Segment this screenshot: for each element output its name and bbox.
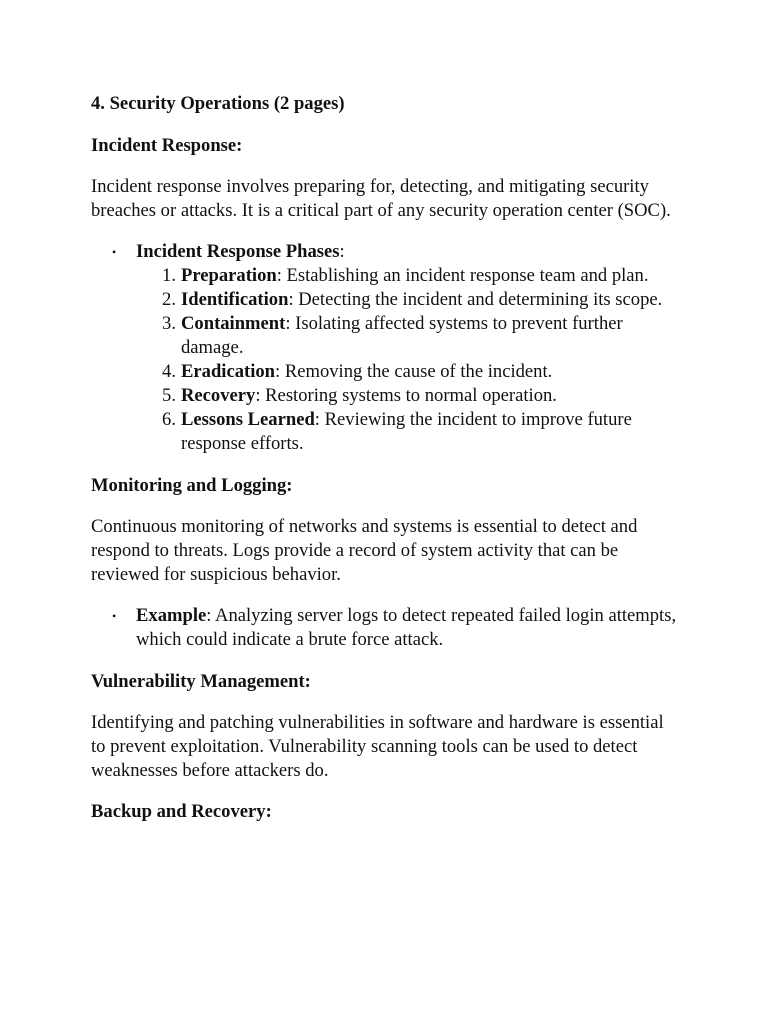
phases-list [136, 264, 681, 456]
phase-item [136, 312, 681, 360]
phase-item [136, 360, 681, 384]
example-description: : Analyzing server logs to detect repeated failed login attempts, which could indicate a brute force attack. [136, 605, 677, 650]
bullet-icon: • [112, 245, 117, 259]
backup-heading: Backup and Recovery: [91, 801, 272, 822]
incident-response-paragraph: Incident response involves preparing for, detecting, and mitigating security breaches or attacks. It is a critical part of any security operation center (SOC). [91, 176, 671, 221]
bullet-icon: • [112, 609, 117, 623]
phases-label: Incident Response Phases [136, 241, 340, 262]
incident-response-list [91, 240, 681, 456]
phase-description: : Reviewing the incident to improve future response efforts. [181, 409, 632, 454]
phase-number: 1. [162, 265, 176, 286]
phase-item [136, 408, 681, 456]
monitoring-heading: Monitoring and Logging: [91, 475, 293, 496]
phase-number: 5. [162, 385, 176, 406]
section-title: 4. Security Operations (2 pages) [91, 93, 345, 114]
phase-term: Containment [181, 313, 286, 334]
phase-description: : Removing the cause of the incident. [275, 361, 553, 382]
phase-description: : Establishing an incident response team and plan. [276, 265, 649, 286]
phase-description: : Detecting the incident and determining its scope. [288, 289, 663, 310]
phase-term: Eradication [181, 361, 276, 382]
monitoring-paragraph: Continuous monitoring of networks and systems is essential to detect and respond to threats. Logs provide a record of system activity that can be reviewed for suspicious behavior. [91, 516, 638, 585]
example-term: Example [136, 605, 207, 626]
phase-number: 4. [162, 361, 176, 382]
incident-response-heading: Incident Response: [91, 135, 243, 156]
phase-item [136, 384, 681, 408]
phase-number: 6. [162, 409, 176, 430]
phase-description: : Restoring systems to normal operation. [255, 385, 557, 406]
phase-term: Recovery [181, 385, 256, 406]
phase-description: : Isolating affected systems to prevent further damage. [181, 313, 623, 358]
vulnerability-paragraph: Identifying and patching vulnerabilities in software and hardware is essential to prevent exploitation. Vulnerability scanning tools can be used to detect weaknesses before attackers do. [91, 712, 664, 781]
phase-item [136, 264, 681, 288]
phase-number: 2. [162, 289, 176, 310]
phase-number: 3. [162, 313, 176, 334]
vulnerability-heading: Vulnerability Management: [91, 671, 311, 692]
list-item [91, 604, 681, 652]
phase-term: Identification [181, 289, 289, 310]
list-item [91, 240, 681, 456]
phases-colon: : [339, 241, 345, 262]
document-page [91, 92, 681, 841]
phase-term: Lessons Learned [181, 409, 315, 430]
monitoring-list [91, 604, 681, 652]
phase-item [136, 288, 681, 312]
phase-term: Preparation [181, 265, 277, 286]
